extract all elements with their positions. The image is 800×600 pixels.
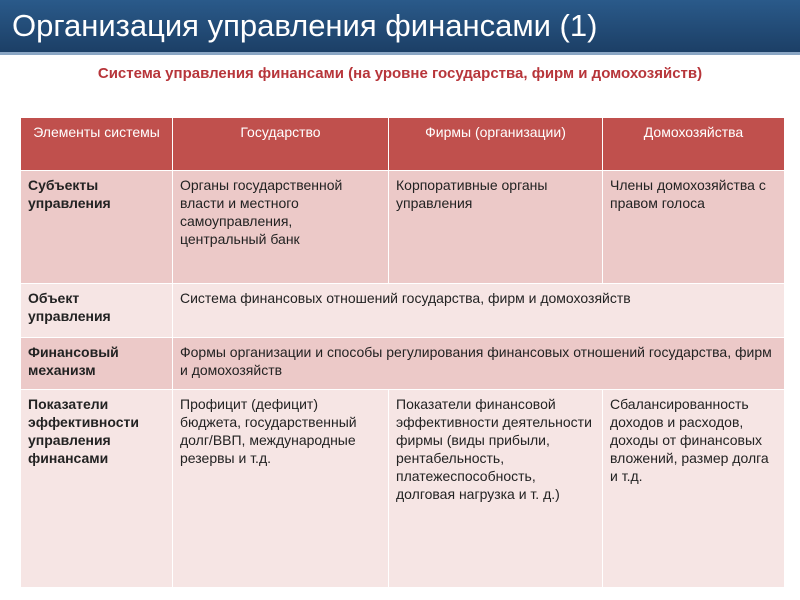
cell-subjects-households: Члены домохозяйства с правом голоса	[603, 171, 785, 284]
table-row-object	[21, 284, 785, 338]
column-header-firms: Фирмы (организации)	[389, 118, 603, 171]
cell-indicators-households: Сбалансированность доходов и расходов, доходы от финансовых вложений, размер долга и т.д.	[603, 390, 785, 588]
cell-object-merged: Система финансовых отношений государства, фирм и домохозяйств	[173, 284, 785, 338]
row-label-mechanism: Финансовый механизм	[21, 338, 173, 390]
column-header-elements: Элементы системы	[21, 118, 173, 171]
finance-management-table	[20, 117, 785, 588]
title-bar	[0, 0, 800, 55]
page-title: Организация управления финансами (1)	[12, 8, 598, 43]
cell-indicators-firms: Показатели финансовой эффективности деятельности фирмы (виды прибыли, рентабельность, платежеспособность, долговая нагрузка и т. д.)	[389, 390, 603, 588]
row-label-object: Объект управления	[21, 284, 173, 338]
row-label-subjects: Субъекты управления	[21, 171, 173, 284]
cell-subjects-state: Органы государственной власти и местного самоуправления, центральный банк	[173, 171, 389, 284]
table-header-row	[21, 118, 785, 171]
cell-mechanism-merged: Формы организации и способы регулирования финансовых отношений государства, фирм и домохозяйств	[173, 338, 785, 390]
table-row-mechanism	[21, 338, 785, 390]
column-header-state: Государство	[173, 118, 389, 171]
cell-indicators-state: Профицит (дефицит) бюджета, государственный долг/ВВП, международные резервы и т.д.	[173, 390, 389, 588]
cell-subjects-firms: Корпоративные органы управления	[389, 171, 603, 284]
column-header-households: Домохозяйства	[603, 118, 785, 171]
table-row-indicators	[21, 390, 785, 588]
table-subtitle: Система управления финансами (на уровне государства, фирм и домохозяйств)	[97, 65, 703, 82]
table-row-subjects	[21, 171, 785, 284]
row-label-indicators: Показатели эффективности управления финансами	[21, 390, 173, 588]
